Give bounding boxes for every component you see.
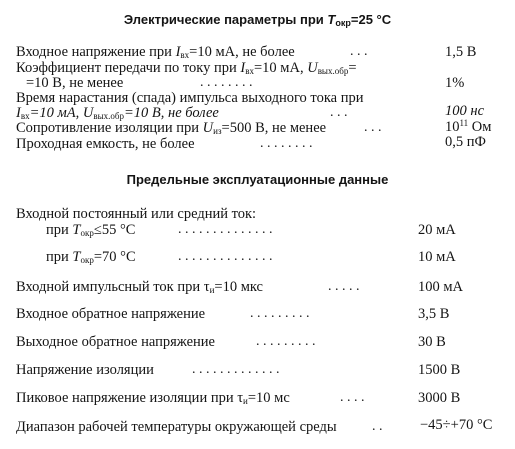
leader-dots: . . .	[364, 120, 382, 135]
limit-peak-isolation-voltage-label: Пиковое напряжение изоляции при $\tau_и=10$ мс	[16, 390, 290, 406]
limit-current-55-value: 20 мА	[418, 222, 456, 238]
leader-dots: . . . . . . . .	[200, 75, 253, 90]
limit-output-reverse-voltage-value: 30 В	[418, 334, 446, 350]
param-rise-time-label: Время нарастания (спада) импульса выходного тока при	[16, 90, 364, 106]
limit-output-reverse-voltage-label: Выходное обратное напряжение	[16, 334, 215, 350]
limit-isolation-voltage-value: 1500 В	[418, 362, 461, 378]
param-feedthrough-capacitance-value: 0,5 пФ	[445, 134, 486, 150]
limit-input-reverse-voltage-value: 3,5 В	[418, 306, 450, 322]
param-transfer-ratio-label: Коэффициент передачи по току при $I_{вх}=10$ мА, $U_{вых.обр}=$	[16, 60, 357, 76]
limit-isolation-voltage-label: Напряжение изоляции	[16, 362, 154, 378]
leader-dots: . . .	[330, 105, 348, 120]
group-label-input-current: Входной постоянный или средний ток:	[16, 206, 257, 222]
limit-current-70-label: при $T_{окр}=70$ °С	[46, 249, 136, 265]
section-title-electrical: Электрические параметры при $T_{окр}=25$ °C	[123, 12, 392, 28]
param-rise-time-cont: $I_{вх}=10$ мА, $U_{вых.обр}=10$ В, не более	[16, 105, 219, 121]
param-feedthrough-capacitance-label: Проходная емкость, не более	[16, 136, 195, 152]
limit-current-55-label: при $T_{окр}\le 55$ °С	[46, 222, 136, 238]
limit-pulse-current-value: 100 мА	[418, 279, 464, 295]
leader-dots: . . . . . . . . .	[250, 306, 310, 321]
leader-dots: . . . . . . . . .	[256, 334, 316, 349]
param-transfer-ratio-value: 1%	[445, 75, 465, 91]
leader-dots: . . . . .	[328, 279, 360, 294]
param-transfer-ratio-cont: =10 В, не менее	[26, 75, 124, 91]
param-input-voltage-label: Входное напряжение при $I_{вх}=10$ мА, не более	[16, 44, 295, 60]
param-isolation-resistance-value: $10^{11}$ Ом	[445, 118, 492, 135]
limit-pulse-current-label: Входной импульсный ток при $\tau_и=10$ мкс	[16, 279, 263, 295]
section-title-limits: Предельные эксплуатационные данные	[126, 172, 389, 187]
limit-peak-isolation-voltage-value: 3000 В	[418, 390, 461, 406]
leader-dots: . . . . . . . . . . . . . .	[178, 222, 273, 237]
param-isolation-resistance-label: Сопротивление изоляции при $U_{из}=500$ В, не менее	[16, 120, 327, 136]
leader-dots: . . . .	[340, 390, 365, 405]
leader-dots: . .	[372, 419, 383, 434]
param-rise-time-value: 100 нс	[445, 103, 485, 119]
limit-current-70-value: 10 мА	[418, 249, 456, 265]
leader-dots: . . . . . . . .	[260, 136, 313, 151]
leader-dots: . . . . . . . . . . . . .	[192, 362, 280, 377]
limit-input-reverse-voltage-label: Входное обратное напряжение	[16, 306, 206, 322]
param-input-voltage-value: 1,5 В	[445, 44, 477, 60]
limit-operating-temperature-label: Диапазон рабочей температуры окружающей среды	[16, 419, 337, 435]
leader-dots: . . . . . . . . . . . . . .	[178, 249, 273, 264]
leader-dots: . . .	[350, 44, 368, 59]
limit-operating-temperature-value: −45÷+70 °С	[420, 417, 493, 433]
